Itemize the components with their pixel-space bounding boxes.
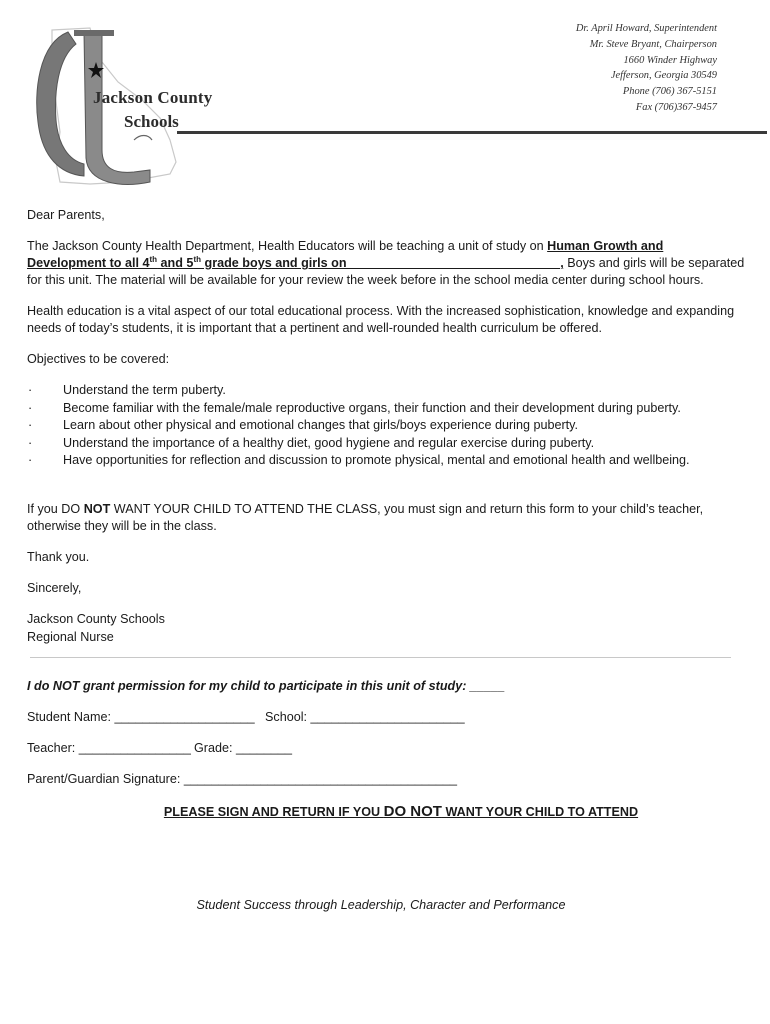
- paragraph-1-line-1: [27, 238, 663, 256]
- bullet: ·: [28, 400, 33, 415]
- objective-text: Understand the term puberty.: [63, 383, 226, 397]
- notice-part-2: WANT YOUR CHILD TO ATTEND: [441, 805, 639, 819]
- p1-topic-2: [27, 256, 564, 270]
- paragraph-2-line-2: needs of today’s students, it is important that a pertinent and well-rounded health curriculum be offered.: [27, 321, 602, 335]
- bullet: ·: [28, 383, 33, 397]
- contact-chairperson: Mr. Steve Bryant, Chairperson: [589, 38, 717, 50]
- p3-intro: If you DO: [27, 502, 84, 516]
- p1-sup-1: th: [149, 254, 158, 264]
- form-separator: [30, 657, 731, 658]
- p1-intro: The Jackson County Health Department, Health Educators will be teaching a unit of study on: [27, 239, 548, 253]
- p1-topic-text: Development to all 4: [27, 256, 150, 270]
- bullet: ·: [28, 435, 33, 450]
- objective-text: Become familiar with the female/male reproductive organs, their function and their development during puberty.: [63, 400, 681, 415]
- parent-signature-field[interactable]: Parent/Guardian Signature: _______________________________________: [27, 772, 457, 786]
- p1-grade: grade boys and girls on ______________________________,: [201, 256, 564, 270]
- p1-topic: Human Growth and: [547, 239, 664, 253]
- paragraph-2-line-1: Health education is a vital aspect of our total educational process. With the increased sophistication, knowledge and expanding: [27, 304, 735, 318]
- contact-phone: Phone (706) 367-5151: [622, 86, 717, 98]
- signature-line-1: Jackson County Schools: [27, 612, 165, 626]
- paragraph-1-line-2: [27, 255, 744, 273]
- paragraph-1-line-3: for this unit. The material will be available for your review the week before in the school media center during school hours.: [27, 273, 704, 287]
- letterhead-rule: [177, 131, 767, 134]
- grade-field[interactable]: Grade: ________: [194, 741, 293, 755]
- return-notice: [0, 803, 770, 820]
- salutation: Dear Parents,: [27, 208, 105, 222]
- p1-and: and 5: [157, 256, 194, 270]
- closing: Sincerely,: [27, 581, 82, 595]
- notice-emphasis: DO NOT: [383, 803, 442, 820]
- student-name-field[interactable]: Student Name: ____________________: [27, 710, 255, 724]
- logo-wordmark: [93, 88, 212, 132]
- thank-you: Thank you.: [27, 550, 90, 564]
- permission-statement[interactable]: I do NOT grant permission for my child to participate in this unit of study: _____: [27, 679, 505, 693]
- objectives-heading: Objectives to be covered:: [27, 352, 170, 366]
- contact-superintendent: Dr. April Howard, Superintendent: [575, 23, 717, 34]
- footer-motto: Student Success through Leadership, Character and Performance: [196, 898, 566, 912]
- notice-part-1: PLEASE SIGN AND RETURN IF YOU: [163, 805, 384, 819]
- paragraph-3-line-1: [27, 501, 703, 519]
- objective-text: Learn about other physical and emotional changes that girls/boys experience during puberty.: [63, 418, 579, 432]
- objective-text: Have opportunities for reflection and discussion to promote physical, mental and emotional health and wellbeing.: [63, 453, 690, 467]
- logo-line-1: Jackson County: [93, 88, 213, 107]
- p1-sup-2: th: [193, 254, 202, 264]
- objective-text: Understand the importance of a healthy diet, good hygiene and regular exercise during puberty.: [63, 435, 595, 450]
- school-field[interactable]: School: ______________________: [265, 710, 465, 724]
- p3-rest: WANT YOUR CHILD TO ATTEND THE CLASS, you must sign and return this form to your child’s teacher,: [110, 502, 704, 516]
- paragraph-3-line-2: otherwise they will be in the class.: [27, 519, 217, 533]
- letter-c: [37, 32, 84, 176]
- contact-street: 1660 Winder Highway: [623, 54, 717, 66]
- p1-separated: Boys and girls will be separated: [563, 256, 745, 270]
- bullet: ·: [28, 453, 33, 467]
- contact-city: Jefferson, Georgia 30549: [610, 70, 717, 82]
- p3-not: NOT: [83, 502, 111, 516]
- bullet: ·: [28, 418, 33, 432]
- signature-line-2: Regional Nurse: [27, 630, 114, 644]
- logo-line-2: Schools: [124, 112, 179, 131]
- contact-block: [576, 21, 717, 116]
- contact-fax: Fax (706)367-9457: [635, 101, 717, 113]
- teacher-field[interactable]: Teacher: ________________: [27, 741, 191, 755]
- objectives-list: [0, 382, 770, 472]
